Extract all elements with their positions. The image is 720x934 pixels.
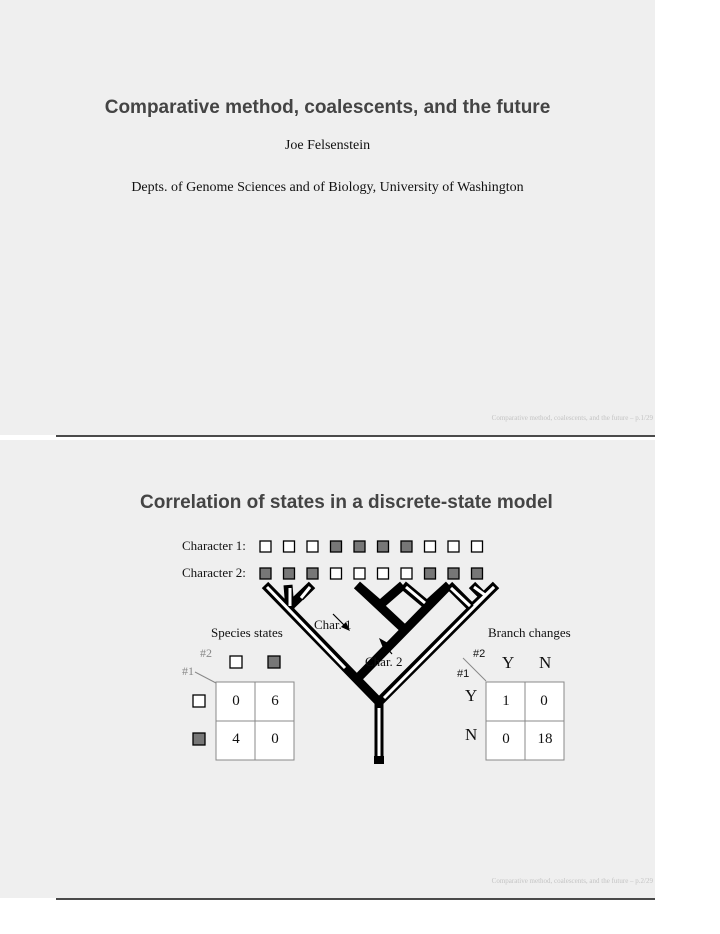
state-1-square — [284, 568, 295, 579]
state-1-square — [448, 568, 459, 579]
species-cell: 4 — [232, 731, 240, 747]
state-0-square — [472, 541, 483, 552]
slide-1-title: Comparative method, coalescents, and the future — [104, 97, 551, 118]
character-1-states — [260, 541, 483, 552]
character-1-label: Character 1: — [182, 538, 246, 553]
species-states-title: Species states — [211, 625, 283, 640]
state-0-square — [401, 568, 412, 579]
slide-2 — [0, 440, 655, 898]
state-1-square — [260, 568, 271, 579]
slide-1-footer: Comparative method, coalescents, and the future – p.1/29 — [491, 414, 653, 422]
state-0-square — [260, 541, 271, 552]
slide-2-title: Correlation of states in a discrete-state model — [140, 492, 553, 513]
branch-row-header: N — [465, 725, 478, 744]
state-0-square — [307, 541, 318, 552]
char-2-change-label: Char. 2 — [365, 654, 403, 669]
species-cell: 0 — [232, 693, 240, 709]
branch-cell: 0 — [502, 731, 510, 747]
branch-cell: 18 — [537, 731, 553, 747]
branch-cell: 0 — [540, 693, 548, 709]
branch-axis-1: #1 — [457, 668, 470, 680]
state-0-square — [425, 541, 436, 552]
state-0-square — [448, 541, 459, 552]
state-1-square — [193, 733, 205, 745]
state-0-square — [284, 541, 295, 552]
species-axis-2: #2 — [200, 646, 212, 660]
slide-2-footer: Comparative method, coalescents, and the future – p.2/29 — [491, 877, 653, 885]
species-axis-1: #1 — [182, 664, 194, 678]
author-name: Joe Felsenstein — [284, 138, 371, 153]
state-1-square — [425, 568, 436, 579]
state-1-square — [378, 541, 389, 552]
branch-row-header: Y — [465, 686, 478, 705]
state-0-square — [193, 695, 205, 707]
species-cell: 6 — [271, 693, 279, 709]
state-1-square — [472, 568, 483, 579]
state-0-square — [354, 568, 365, 579]
slide-divider — [56, 898, 655, 900]
phylogeny-diagram — [0, 440, 655, 898]
state-1-square — [354, 541, 365, 552]
state-0-square — [378, 568, 389, 579]
branch-axis-2: #2 — [473, 648, 486, 660]
state-1-square — [307, 568, 318, 579]
character-2-states — [260, 568, 483, 579]
state-1-square — [401, 541, 412, 552]
char-1-change-label: Char. 1 — [314, 617, 352, 632]
branch-col-header: N — [539, 653, 552, 672]
slide-1 — [0, 0, 655, 435]
species-cell: 0 — [271, 731, 279, 747]
branch-col-header: Y — [502, 653, 515, 672]
branch-changes-title: Branch changes — [488, 625, 571, 640]
state-1-square — [268, 656, 280, 668]
branch-cell: 1 — [502, 693, 510, 709]
state-1-square — [331, 541, 342, 552]
state-0-square — [331, 568, 342, 579]
state-0-square — [230, 656, 242, 668]
affiliation: Depts. of Genome Sciences and of Biology, University of Washington — [131, 180, 524, 195]
character-2-label: Character 2: — [182, 565, 246, 580]
slide-divider — [56, 435, 655, 437]
